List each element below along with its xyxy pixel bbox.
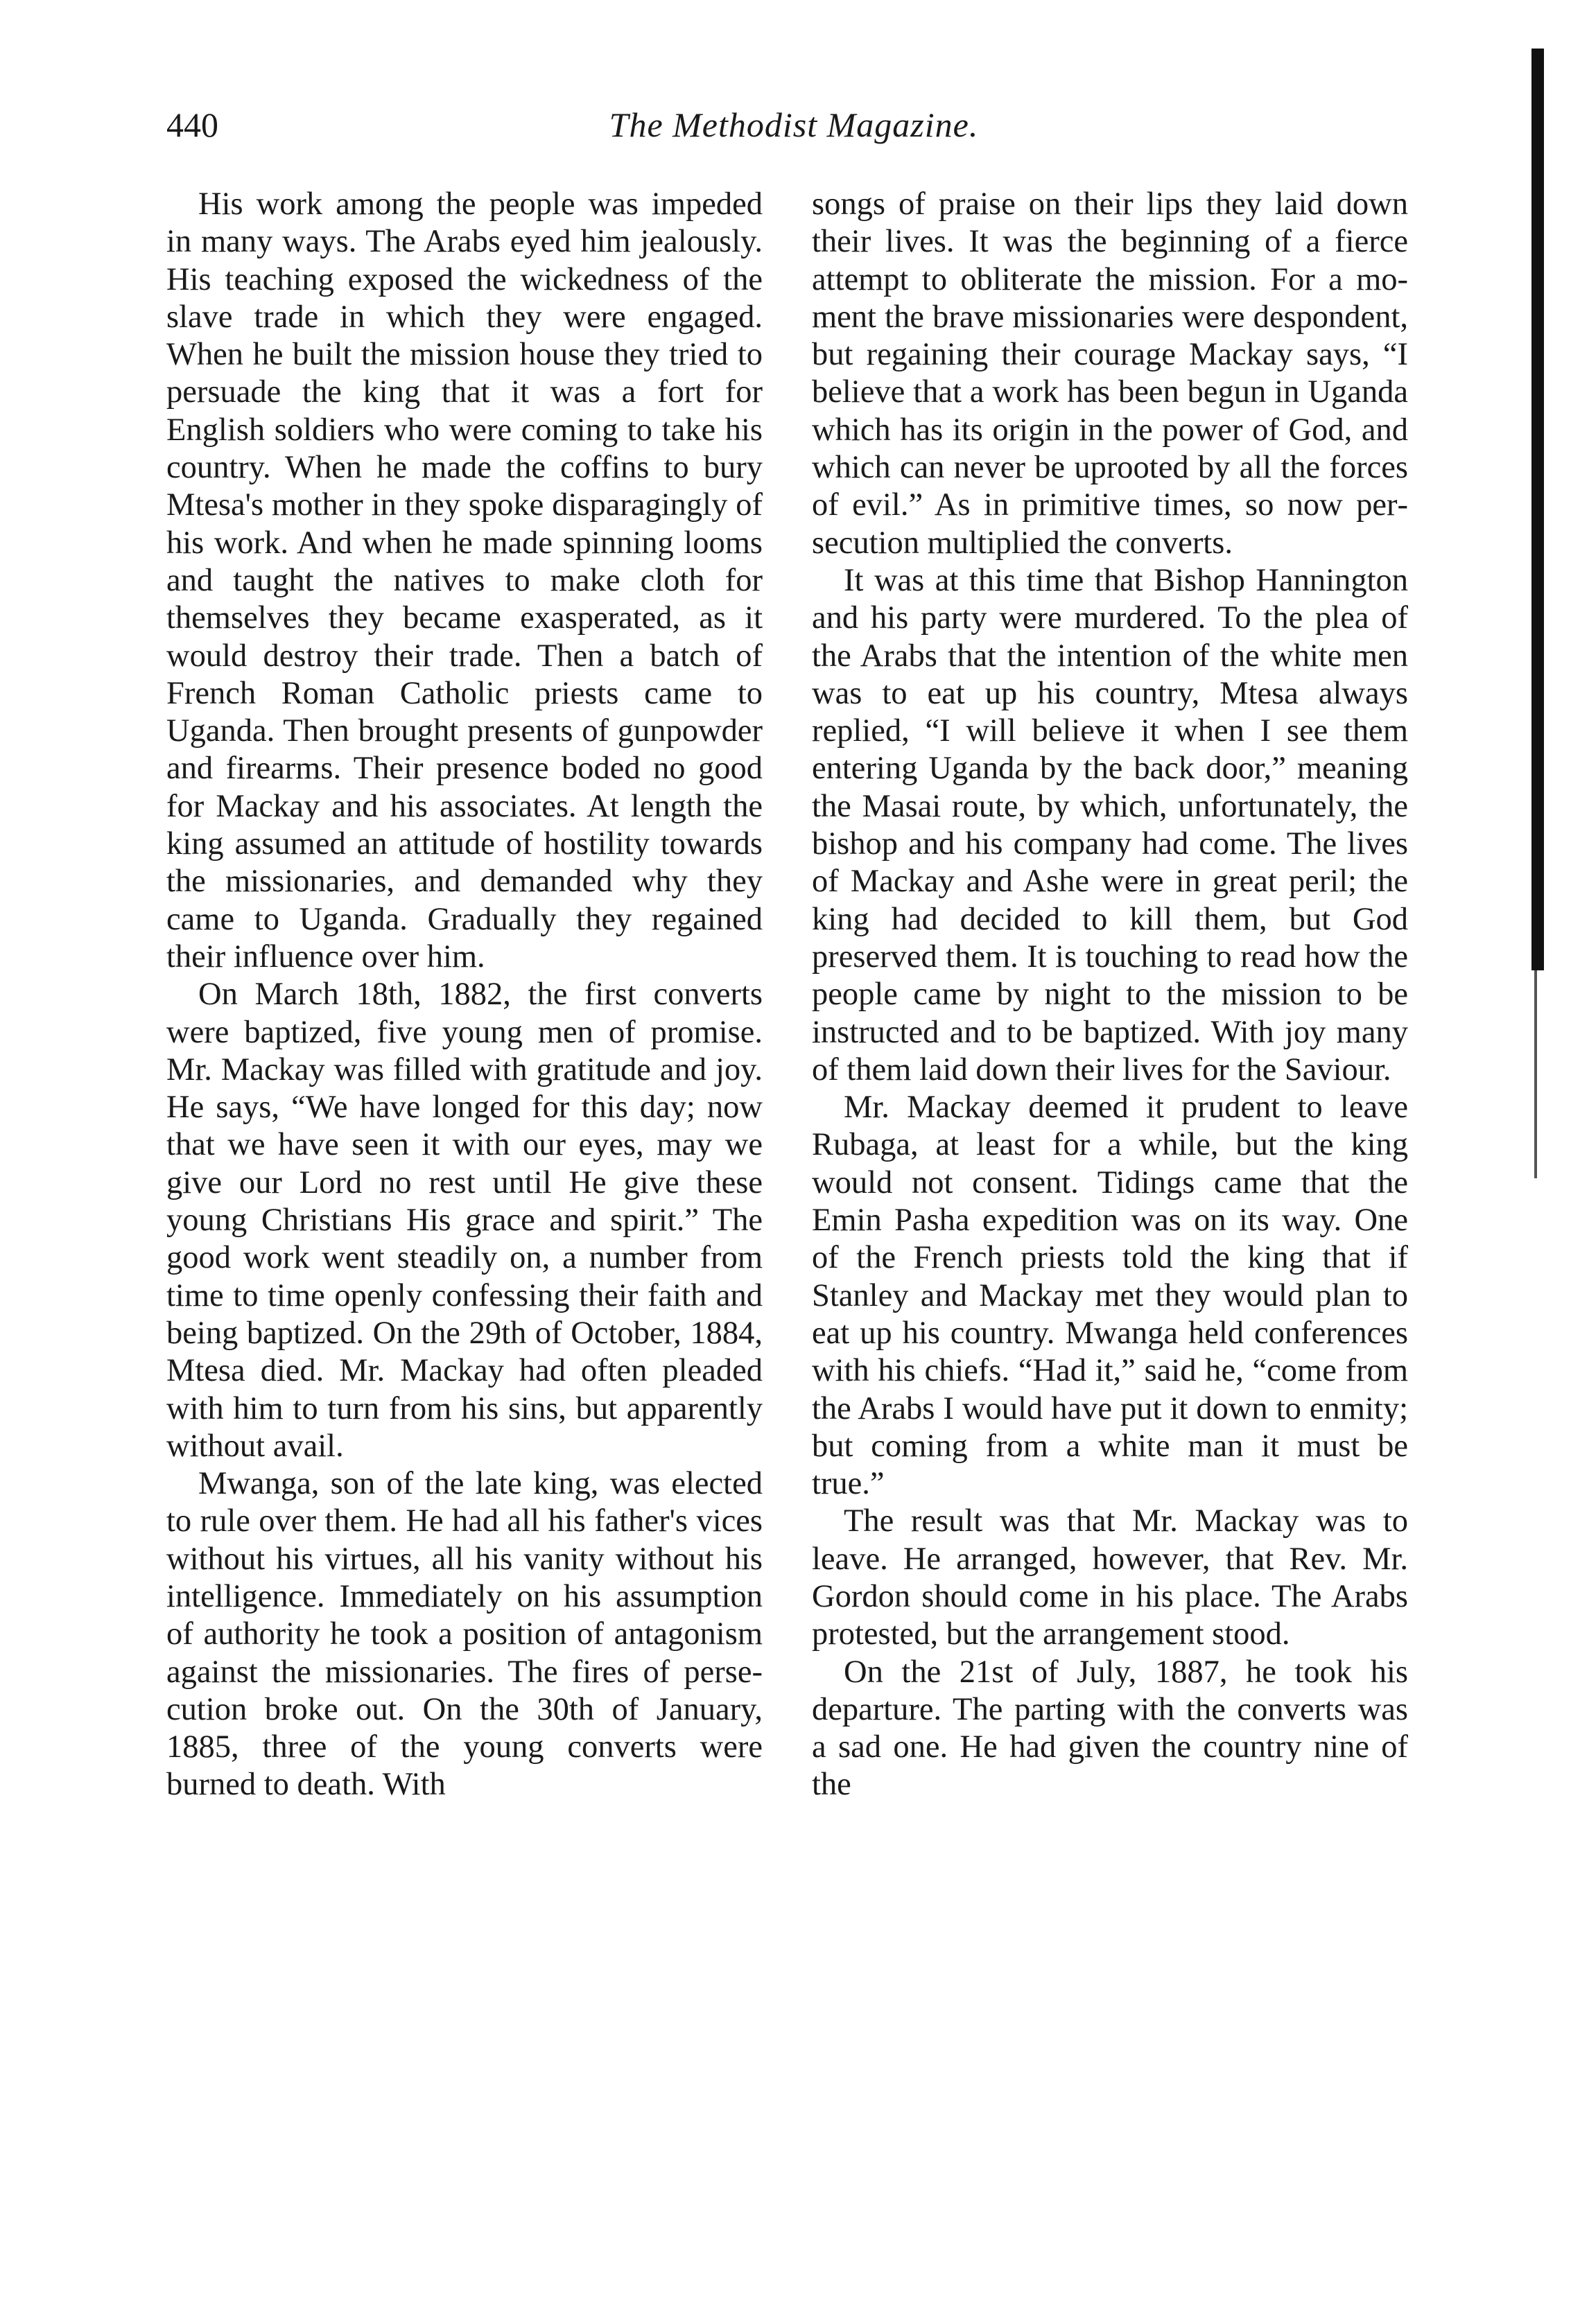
paragraph: The result was that Mr. Mackay was to leave. He arranged, however, that Rev. Mr. Gordon should come in his place. The Arabs protested, but the arrangement stood. bbox=[812, 1503, 1408, 1652]
scan-edge-bar bbox=[1531, 49, 1544, 970]
running-title: The Methodist Magazine. bbox=[609, 105, 979, 144]
page-number: 440 bbox=[166, 105, 218, 144]
paragraph: It was at this time that Bishop Hannington and his party were murdered. To the plea of the Arabs that the intention of the white men was to eat up his country, Mtesa always replied, “I will believe it when I see them entering Uganda by the back door,” meaning the Masai route, by which, unfortunately, the bishop and his company had come. The lives of Mackay and Ashe were in great peril; the king had decided to kill them, but God preserved them. It is touching to read how the people came by night to the mission to be instructed and to be baptized. With joy many of them laid down their lives for the Saviour. bbox=[812, 562, 1408, 1087]
paragraph: His work among the people was impeded in many ways. The Arabs eyed him jealously. His teaching exposed the wickedness of the slave trade in which they were engaged. When he built the mission house they tried to persuade the king that it was a fort for English soldiers who were coming to take his country. When he made the coffins to bury Mtesa's mother in they spoke disparagingly of his work. And when he made spinning looms and taught the natives to make cloth for themselves they became exasperated, as it would destroy their trade. Then a batch of French Roman Catholic priests came to Uganda. Then brought presents of gunpowder and firearms. Their presence boded no good for Mackay and his associates. At length the king assumed an attitude of hostility towards the missionaries, and demanded why they came to Uganda. Gradually they regained their influence over him. bbox=[166, 186, 763, 975]
paragraph: Mwanga, son of the late king, was elected to rule over them. He had all his father's vices without his virtues, all his vanity without his intelligence. Immediately on his assumption of authority he took a position of antagonism against the missionaries. The fires of persecution broke out. On the 30th of January, 1885, three of the young converts were burned to death. With bbox=[166, 1466, 763, 1803]
page-header bbox=[166, 104, 1421, 152]
right-column bbox=[812, 186, 1408, 1804]
paragraph: On the 21st of July, 1887, he took his departure. The parting with the converts was a sad one. He had given the country nine of the bbox=[812, 1654, 1408, 1803]
paragraph: Mr. Mackay deemed it prudent to leave Rubaga, at least for a while, but the king would not consent. Tidings came that the Emin Pasha expedition was on its way. One of the French priests told the king that if Stanley and Mackay met they would plan to eat up his country. Mwanga held conferences with his chiefs. “Had it,” said he, “come from the Arabs I would have put it down to enmity; but coming from a white man it must be true.” bbox=[812, 1090, 1408, 1502]
scan-edge-line bbox=[1534, 970, 1537, 1178]
paragraph-continued: songs of praise on their lips they laid down their lives. It was the beginning of a fierce attempt to obliterate the mission. For a moment the brave missionaries were despondent, but regaining their courage Mackay says, “I believe that a work has been begun in Uganda which has its origin in the power of God, and which can never be uprooted by all the forces of evil.” As in primitive times, so now persecution multiplied the converts. bbox=[812, 186, 1408, 561]
paragraph: On March 18th, 1882, the first converts were baptized, five young men of promise. Mr. Mackay was filled with gratitude and joy. He says, “We have longed for this day; now that we have seen it with our eyes, may we give our Lord no rest until He give these young Christians His grace and spirit.” The good work went steadily on, a number from time to time openly confessing their faith and being baptized. On the 29th of October, 1884, Mtesa died. Mr. Mackay had often pleaded with him to turn from his sins, but apparently without avail. bbox=[166, 977, 763, 1464]
left-column bbox=[166, 186, 763, 1804]
